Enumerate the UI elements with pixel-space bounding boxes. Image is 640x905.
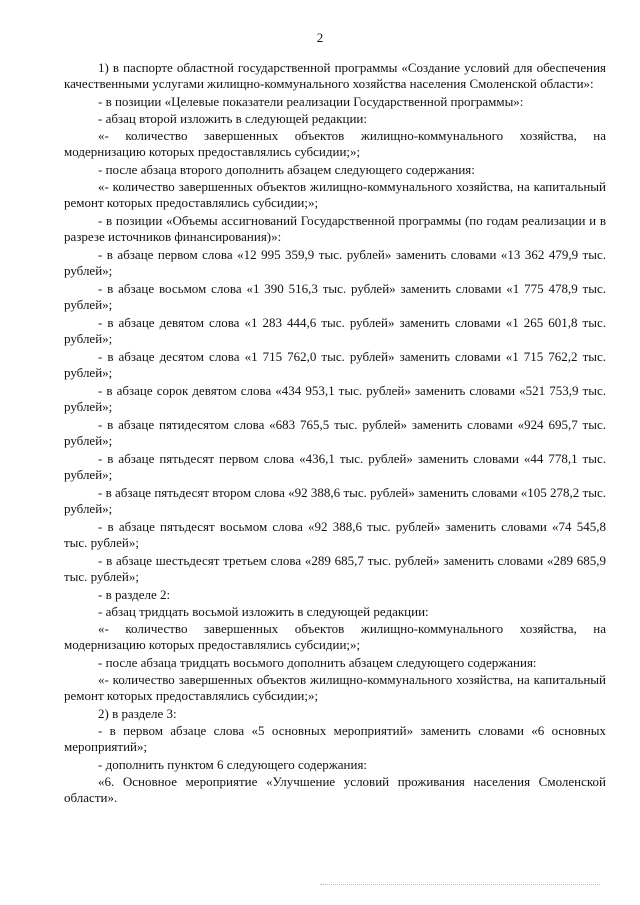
paragraph: - в первом абзаце слова «5 основных мероприятий» заменить словами «6 основных мероприятий»; bbox=[64, 723, 606, 754]
paragraph: - абзац второй изложить в следующей редакции: bbox=[98, 111, 368, 126]
paragraph: - в абзаце шестьдесят третьем слова «289 685,7 тыс. рублей» заменить словами «289 685,9 тыс. рублей»; bbox=[64, 553, 606, 584]
paragraph: - в абзаце первом слова «12 995 359,9 тыс. рублей» заменить словами «13 362 479,9 тыс. рублей»; bbox=[64, 247, 606, 278]
paragraph: «6. Основное мероприятие «Улучшение условий проживания населения Смоленской области». bbox=[64, 774, 606, 805]
paragraph: - в позиции «Объемы ассигнований Государственной программы (по годам реализации и в разрезе источников финансирования)»: bbox=[64, 213, 606, 244]
paragraph: - после абзаца тридцать восьмого дополнить абзацем следующего содержания: bbox=[98, 655, 537, 670]
paragraph: «- количество завершенных объектов жилищно-коммунального хозяйства, на модернизацию которых предоставлялись субсидии;»; bbox=[64, 128, 606, 159]
paragraph: - в абзаце пятьдесят втором слова «92 388,6 тыс. рублей» заменить словами «105 278,2 тыс. рублей»; bbox=[64, 485, 606, 516]
paragraph: - после абзаца второго дополнить абзацем следующего содержания: bbox=[98, 162, 475, 177]
paragraph: - дополнить пунктом 6 следующего содержания: bbox=[98, 757, 368, 772]
paragraph: «- количество завершенных объектов жилищно-коммунального хозяйства, на модернизацию которых предоставлялись субсидии;»; bbox=[64, 621, 606, 652]
paragraph: - в абзаце пятьдесят первом слова «436,1 тыс. рублей» заменить словами «44 778,1 тыс. рублей»; bbox=[64, 451, 606, 482]
scan-artifact-line bbox=[320, 884, 600, 886]
paragraph: - в позиции «Целевые показатели реализации Государственной программы»: bbox=[98, 94, 524, 109]
paragraph: 2) в разделе 3: bbox=[98, 706, 177, 721]
page-number: 2 bbox=[316, 30, 324, 45]
document-body bbox=[64, 60, 606, 808]
paragraph: - в абзаце сорок девятом слова «434 953,1 тыс. рублей» заменить словами «521 753,9 тыс. рублей»; bbox=[64, 383, 606, 414]
paragraph: - в разделе 2: bbox=[98, 587, 171, 602]
paragraph: - в абзаце девятом слова «1 283 444,6 тыс. рублей» заменить словами «1 265 601,8 тыс. рублей»; bbox=[64, 315, 606, 346]
paragraph: «- количество завершенных объектов жилищно-коммунального хозяйства, на капитальный ремонт которых предоставлялись субсидии;»; bbox=[64, 672, 606, 703]
paragraph: - в абзаце восьмом слова «1 390 516,3 тыс. рублей» заменить словами «1 775 478,9 тыс. рублей»; bbox=[64, 281, 606, 312]
paragraph: «- количество завершенных объектов жилищно-коммунального хозяйства, на капитальный ремонт которых предоставлялись субсидии;»; bbox=[64, 179, 606, 210]
paragraph: - в абзаце пятидесятом слова «683 765,5 тыс. рублей» заменить словами «924 695,7 тыс. рублей»; bbox=[64, 417, 606, 448]
paragraph: - абзац тридцать восьмой изложить в следующей редакции: bbox=[98, 604, 429, 619]
paragraph: - в абзаце пятьдесят восьмом слова «92 388,6 тыс. рублей» заменить словами «74 545,8 тыс. рублей»; bbox=[64, 519, 606, 550]
paragraph: 1) в паспорте областной государственной программы «Создание условий для обеспечения качественными услугами жилищно-коммунального хозяйства населения Смоленской области»: bbox=[64, 60, 606, 91]
paragraph: - в абзаце десятом слова «1 715 762,0 тыс. рублей» заменить словами «1 715 762,2 тыс. рублей»; bbox=[64, 349, 606, 380]
